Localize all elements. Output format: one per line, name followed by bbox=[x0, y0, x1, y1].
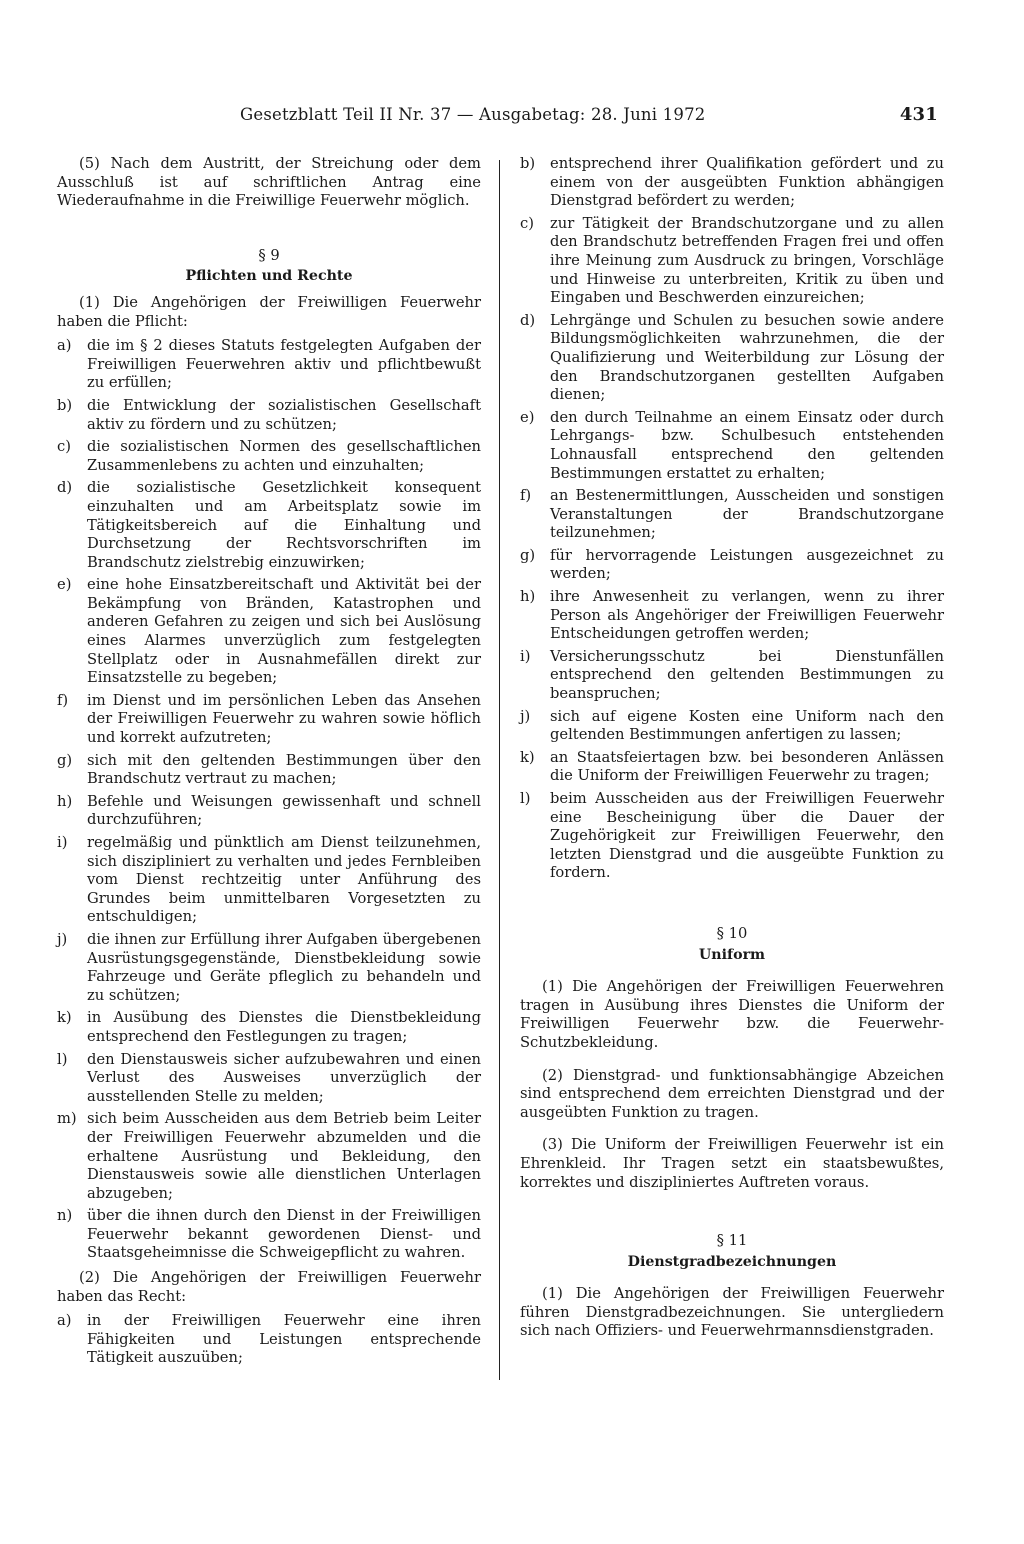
right-text: ihre Anwesenheit zu verlangen, wenn zu ihrer Person als Angehöriger der Freiwilligen Feuerwehr Entscheidungen getroffen werden; bbox=[550, 588, 944, 643]
duty-label: n) bbox=[57, 1207, 73, 1225]
duty-text: sich beim Ausscheiden aus dem Betrieb beim Leiter der Freiwilligen Feuerwehr abzumelden und die erhaltene Ausrüstung und Bekleidung, den Dienstausweis sowie alle dienstlichen Unterlagen abzugeben; bbox=[87, 1110, 481, 1202]
column-divider bbox=[499, 160, 500, 1380]
duty-item-g bbox=[57, 752, 481, 789]
duty-text: über die ihnen durch den Dienst in der Freiwilligen Feuerwehr bekannt gewordenen Dienst- und Staatsgeheimnisse die Schweigepflicht zu wahren. bbox=[87, 1207, 481, 1262]
duty-text: im Dienst und im persönlichen Leben das Ansehen der Freiwilligen Feuerwehr zu wahren sowie höflich und korrekt aufzutreten; bbox=[87, 691, 481, 747]
section-10-title: Uniform bbox=[698, 946, 766, 963]
right-text: den durch Teilnahme an einem Einsatz oder durch Lehrgangs- bzw. Schulbesuch entstehenden Lohnausfall entsprechend den geltenden Bestimmungen erstattet zu erhalten; bbox=[550, 408, 944, 482]
right-label: k) bbox=[520, 748, 535, 766]
right-item-l bbox=[520, 790, 944, 883]
duty-text: die im § 2 dieses Statuts festgelegten Aufgaben der Freiwilligen Feuerwehren aktiv und pflichtbewußt zu erfüllen; bbox=[87, 337, 481, 392]
duty-label: d) bbox=[57, 479, 73, 497]
right-text: zur Tätigkeit der Brandschutzorgane und zu allen den Brandschutz betreffenden Fragen frei und offen ihre Meinung zum Ausdruck zu bringen, Vorschläge und Hinweise zu unterbreiten, Kritik zu üben und Eingaben und Beschwerden einzureichen; bbox=[550, 214, 944, 307]
duty-label: l) bbox=[57, 1050, 68, 1068]
duty-label: e) bbox=[57, 576, 72, 594]
right-label: j) bbox=[520, 707, 531, 725]
paragraph-rights-intro: (2) Die Angehörigen der Freiwilligen Feuerwehr haben das Recht: bbox=[57, 1269, 481, 1305]
right-column bbox=[520, 155, 944, 1341]
duty-text: die ihnen zur Erfüllung ihrer Aufgaben übergebenen Ausrüstungsgegenstände, Dienstbekleidung sowie Fahrzeuge und Geräte pfleglich zu behandeln und zu schützen; bbox=[87, 930, 481, 1004]
paragraph-uniform-1: (1) Die Angehörigen der Freiwilligen Feuerwehren tragen in Ausübung ihres Dienstes die Uniform der Freiwilligen Feuerwehr bzw. die Feuerwehr-Schutzbekleidung. bbox=[520, 978, 944, 1051]
duty-label: h) bbox=[57, 792, 73, 810]
right-item-d bbox=[520, 312, 944, 405]
duty-item-a bbox=[57, 337, 481, 393]
right-item-j bbox=[520, 708, 944, 745]
duty-item-k bbox=[57, 1009, 481, 1046]
right-label: a) bbox=[57, 1312, 72, 1330]
duty-item-d bbox=[57, 479, 481, 572]
right-item-i bbox=[520, 648, 944, 704]
right-label: g) bbox=[520, 546, 536, 564]
right-label: h) bbox=[520, 588, 536, 606]
right-text: an Staatsfeiertagen bzw. bei besonderen Anlässen die Uniform der Freiwilligen Feuerwehr zu tragen; bbox=[550, 748, 944, 785]
duty-text: die sozialistischen Normen des gesellschaftlichen Zusammenlebens zu achten und einzuhalten; bbox=[87, 438, 481, 474]
left-column bbox=[57, 155, 481, 1368]
right-label: d) bbox=[520, 311, 536, 329]
duty-label: m) bbox=[57, 1110, 77, 1128]
duty-text: in Ausübung des Dienstes die Dienstbekleidung entsprechend den Festlegungen zu tragen; bbox=[87, 1009, 481, 1045]
duty-text: die sozialistische Gesetzlichkeit konsequent einzuhalten und am Arbeitsplatz sowie im Tätigkeitsbereich auf die Einhaltung und Durchsetzung der Rechtsvorschriften im Brandschutz zielstrebig einzuwirken; bbox=[87, 479, 481, 571]
right-label: e) bbox=[520, 408, 535, 426]
duty-item-n bbox=[57, 1207, 481, 1263]
duty-label: k) bbox=[57, 1009, 72, 1027]
duty-item-l bbox=[57, 1051, 481, 1107]
right-label: f) bbox=[520, 487, 532, 505]
section-11-title: Dienstgradbezeichnungen bbox=[627, 1253, 837, 1270]
duty-item-b bbox=[57, 397, 481, 434]
duty-text: eine hohe Einsatzbereitschaft und Aktivität bei der Bekämpfung von Bränden, Katastrophen und anderen Gefahren zu zeigen und sich bei Auslösung eines Alarmes unverzüglich zum festgelegten Stellplatz oder in Ausnahmefällen direkt zur Einsatzstelle zu begeben; bbox=[87, 576, 481, 687]
right-text: entsprechend ihrer Qualifikation gefördert und zu einem von der ausgeübten Funktion abhängigen Dienstgrad befördert zu werden; bbox=[550, 155, 944, 210]
duty-item-j bbox=[57, 931, 481, 1005]
paragraph-duties-intro: (1) Die Angehörigen der Freiwilligen Feuerwehr haben die Pflicht: bbox=[57, 293, 481, 330]
right-item-f bbox=[520, 487, 944, 543]
section-11-number: § 11 bbox=[716, 1232, 748, 1250]
right-item-b bbox=[520, 155, 944, 211]
duty-label: i) bbox=[57, 834, 68, 851]
right-item-k bbox=[520, 749, 944, 786]
right-item-e bbox=[520, 409, 944, 483]
section-9-number: § 9 bbox=[258, 246, 280, 264]
duty-label: b) bbox=[57, 396, 73, 414]
duty-item-i bbox=[57, 834, 481, 927]
paragraph-readmission: (5) Nach dem Austritt, der Streichung oder dem Ausschluß ist auf schriftlichen Antrag eine Wiederaufnahme in die Freiwillige Feuerwehr möglich. bbox=[57, 155, 481, 210]
right-text: Lehrgänge und Schulen zu besuchen sowie andere Bildungsmöglichkeiten wahrzunehmen, die der Qualifizierung und Weiterbildung zur Lösung der den Brandschutzorganen gestellten Aufgaben dienen; bbox=[550, 311, 944, 404]
right-text: für hervorragende Leistungen ausgezeichnet zu werden; bbox=[550, 546, 944, 583]
page-number: 431 bbox=[899, 104, 938, 125]
right-item-a bbox=[57, 1312, 481, 1368]
right-text: an Bestenermittlungen, Ausscheiden und sonstigen Veranstaltungen der Brandschutzorgane teilzunehmen; bbox=[550, 487, 944, 542]
running-head-text: Gesetzblatt Teil II Nr. 37 — Ausgabetag: 28. Juni 1972 bbox=[240, 105, 706, 124]
duty-item-f bbox=[57, 692, 481, 748]
paragraph-uniform-2: (2) Dienstgrad- und funktionsabhängige Abzeichen sind entsprechend dem erreichten Dienstgrad und der ausgeübten Funktion zu tragen. bbox=[520, 1066, 944, 1121]
right-text: sich auf eigene Kosten eine Uniform nach den geltenden Bestimmungen anfertigen zu lassen; bbox=[550, 707, 944, 744]
duty-item-h bbox=[57, 793, 481, 830]
duty-text: die Entwicklung der sozialistischen Gesellschaft aktiv zu fördern und zu schützen; bbox=[87, 396, 481, 433]
duty-label: g) bbox=[57, 751, 73, 769]
paragraph-ranks-1: (1) Die Angehörigen der Freiwilligen Feuerwehr führen Dienstgradbezeichnungen. Sie untergliedern sich nach Offiziers- und Feuerwehrmannsdienstgraden. bbox=[520, 1285, 944, 1340]
right-label: l) bbox=[520, 790, 531, 807]
running-header bbox=[240, 98, 938, 132]
paragraph-uniform-3: (3) Die Uniform der Freiwilligen Feuerwehr ist ein Ehrenkleid. Ihr Tragen setzt ein staatsbewußtes, korrektes und diszipliniertes Auftreten voraus. bbox=[520, 1136, 944, 1191]
section-9-title: Pflichten und Rechte bbox=[185, 268, 353, 285]
duty-item-m bbox=[57, 1110, 481, 1203]
duty-label: f) bbox=[57, 691, 69, 709]
right-text: Versicherungsschutz bei Dienstunfällen entsprechend den geltenden Bestimmungen zu beanspruchen; bbox=[550, 647, 944, 703]
section-10-number: § 10 bbox=[716, 924, 748, 942]
right-item-h bbox=[520, 588, 944, 644]
right-label: b) bbox=[520, 155, 536, 172]
right-label: i) bbox=[520, 647, 531, 665]
right-text: beim Ausscheiden aus der Freiwilligen Feuerwehr eine Bescheinigung über die Dauer der Zugehörigkeit zur Freiwilligen Feuerwehr, den letzten Dienstgrad und die ausgeübte Funktion zu fordern. bbox=[550, 790, 944, 882]
duty-text: Befehle und Weisungen gewissenhaft und schnell durchzuführen; bbox=[87, 792, 481, 829]
duty-text: den Dienstausweis sicher aufzubewahren und einen Verlust des Ausweises unverzüglich der ausstellenden Stelle zu melden; bbox=[87, 1050, 481, 1105]
duty-item-e bbox=[57, 576, 481, 688]
right-item-g bbox=[520, 547, 944, 584]
right-label: c) bbox=[520, 214, 534, 232]
duty-text: regelmäßig und pünktlich am Dienst teilzunehmen, sich diszipliniert zu verhalten und jedes Fernbleiben vom Dienst rechtzeitig unter Anführung des Grundes beim unmittelbaren Vorgesetzten zu entschuldigen; bbox=[87, 834, 481, 926]
duty-label: c) bbox=[57, 438, 71, 456]
right-item-c bbox=[520, 215, 944, 308]
duty-text: sich mit den geltenden Bestimmungen über den Brandschutz vertraut zu machen; bbox=[87, 751, 481, 788]
duty-label: j) bbox=[57, 930, 68, 948]
duty-label: a) bbox=[57, 337, 72, 355]
duty-item-c bbox=[57, 438, 481, 475]
right-text: in der Freiwilligen Feuerwehr eine ihren Fähigkeiten und Leistungen entsprechende Tätigkeit auszuüben; bbox=[87, 1312, 481, 1367]
